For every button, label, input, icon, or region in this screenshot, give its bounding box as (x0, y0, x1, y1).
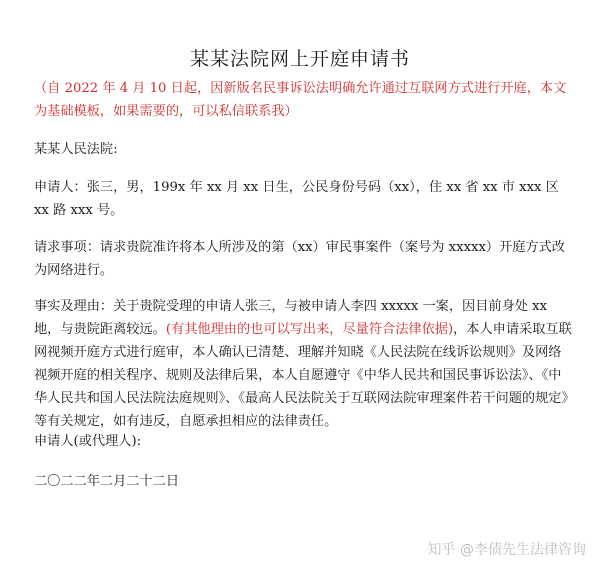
facts-red-note: (有其他理由的也可以写出来，尽量符合法律依据) (165, 322, 454, 337)
facts-text-1: 事实及理由：关于贵院受理的申请人张三，与被申请人李四 xxxxx 一案，因目前身处 xx 地，与贵院距离较远。 (34, 299, 548, 337)
request-items: 请求事项：请求贵院准许将本人所涉及的第（xx）审民事案件（案号为 xxxxx）开庭方式改为网络进行。 (34, 240, 565, 278)
applicant-info: 申请人：张三，男，199x 年 xx 月 xx 日生，公民身份号码（xx），住 xx 省 xx 市 xxx 区 xx 路 xxx 号。 (34, 180, 559, 218)
document-title: 某某法院网上开庭申请书 (189, 48, 410, 70)
watermark-text: 知乎 @李债先生法律咨询 (427, 542, 586, 558)
addressee: 某某人民法院: (34, 142, 118, 157)
date-line: 二〇二二年二月二十二日 (34, 474, 180, 489)
signature-line: 申请人(或代理人): (34, 434, 142, 449)
watermark (428, 539, 586, 559)
facts-text-2: ，本人申请采取互联网视频开庭方式进行庭审，本人确认已清楚、理解并知晓《人民法院在线诉讼规则》及网络视频开庭的相关程序、规则及法律后果，本人自愿遵守《中华人民共和国民事诉讼法》、《中华人民共和国人民法院法庭规则》、《最高人民法院关于互联网法院审理案件若干问题的规定》等有关规定，如有违反，自愿承担相应的法律责任。 (34, 322, 572, 429)
red-notice: （自 2022 年 4 月 10 日起，因新版名民事诉讼法明确允许通过互联网方式进行开庭，本文为基础模板，如果需要的，可以私信联系我） (34, 81, 567, 119)
facts-and-reasons (34, 295, 572, 433)
